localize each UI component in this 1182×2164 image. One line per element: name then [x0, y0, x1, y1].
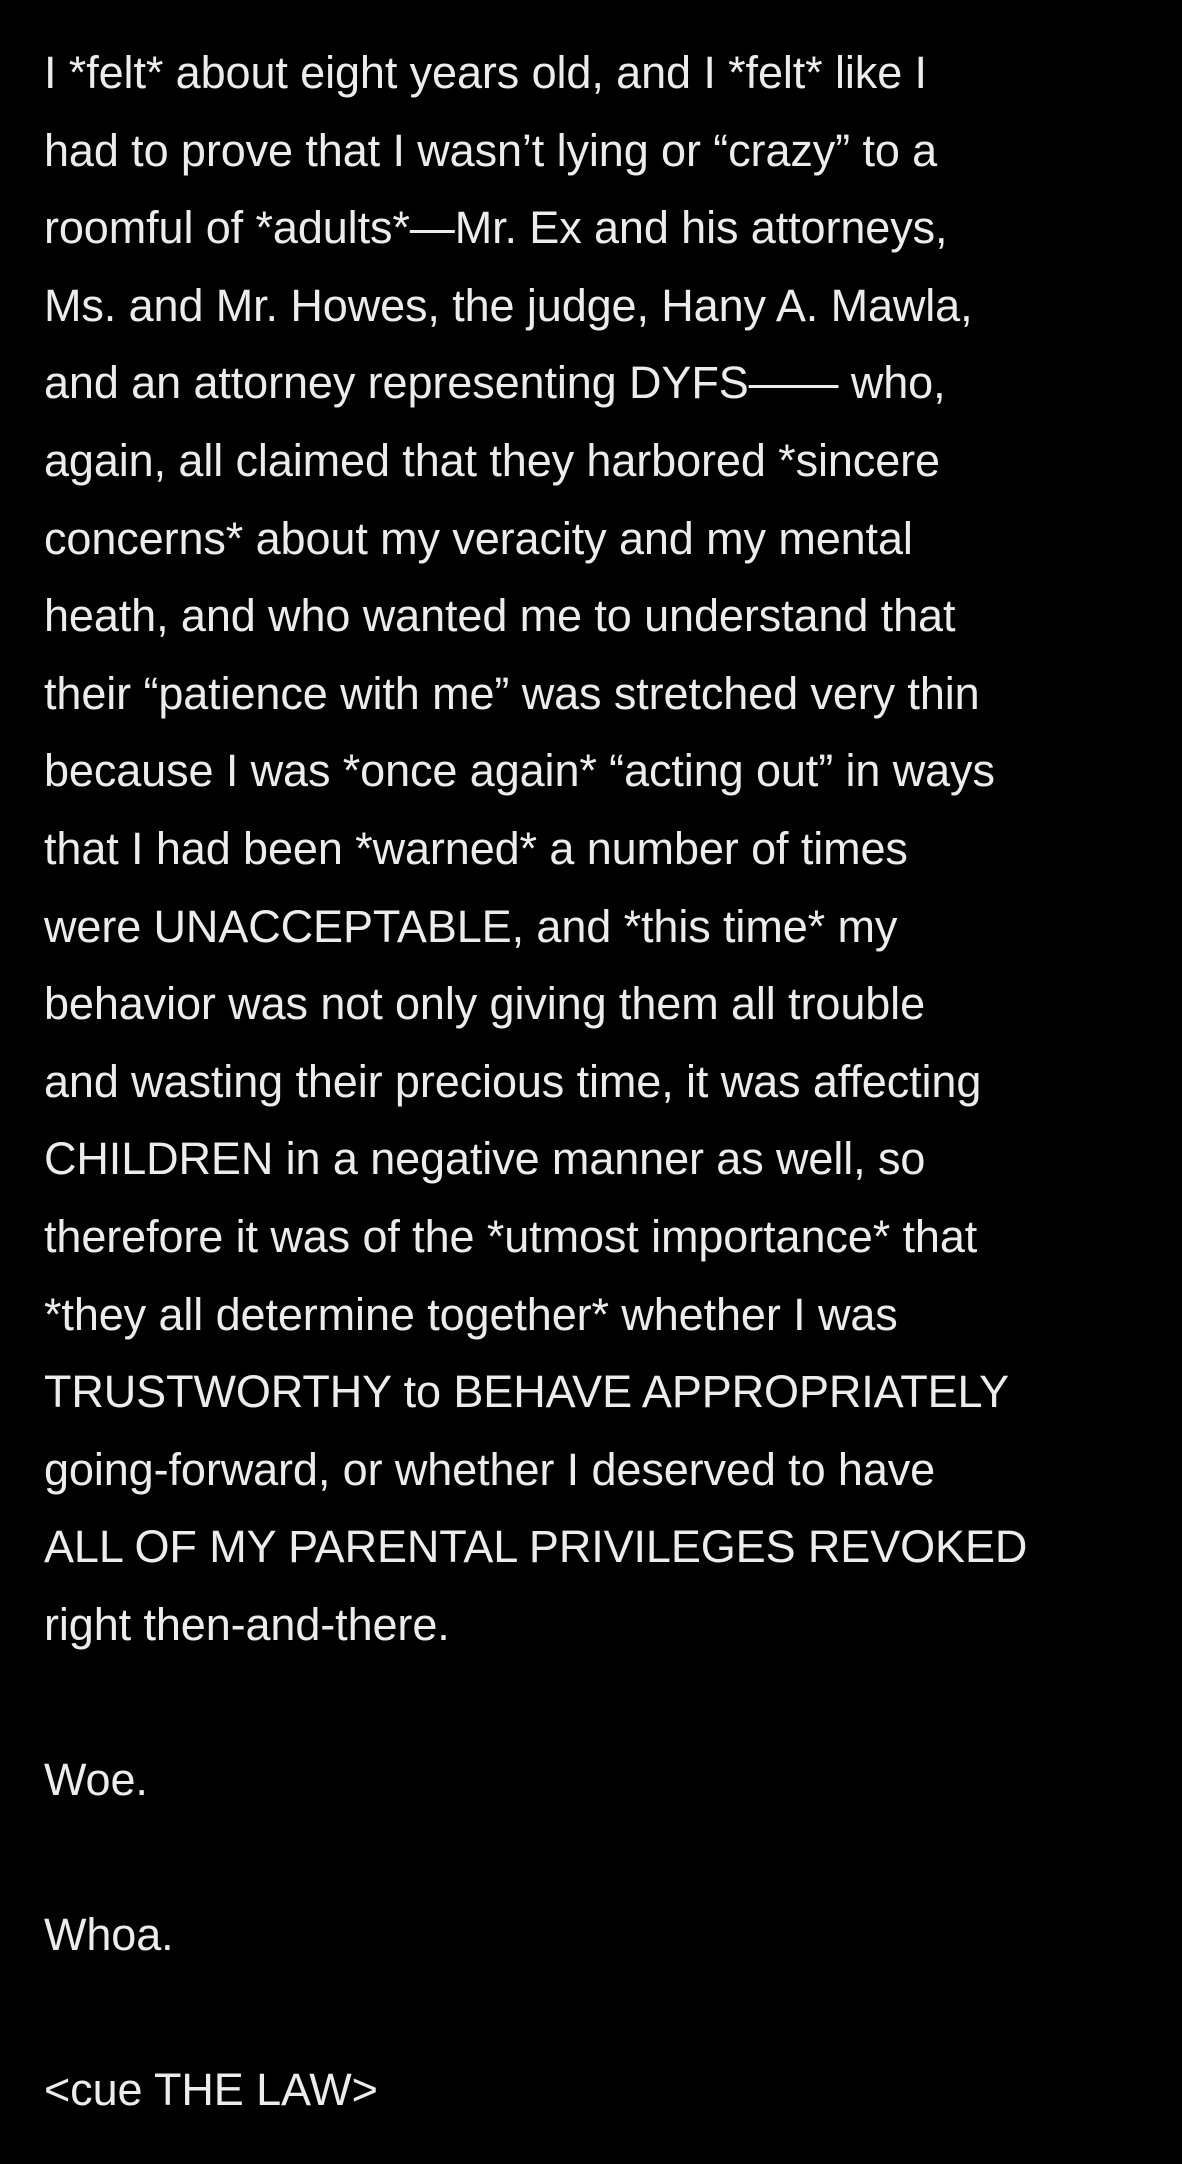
paragraph-line: concerns* about my veracity and my mental [44, 512, 913, 564]
paragraph-line: because I was *once again* “acting out” in ways [44, 745, 995, 797]
paragraph-line: right then-and-there. [44, 1598, 450, 1650]
paragraph-line: roomful of *adults*—Mr. Ex and his attorneys, [44, 202, 948, 254]
whoa-line: Whoa. [44, 1909, 174, 1961]
paragraph-line: I *felt* about eight years old, and I *felt* like I [44, 47, 927, 98]
blank-line [44, 1974, 1164, 2052]
blank-line [44, 1819, 1164, 1897]
paragraph-line: were UNACCEPTABLE, and *this time* my [44, 900, 898, 952]
paragraph-line: had to prove that I wasn’t lying or “crazy” to a [44, 124, 938, 176]
paragraph-line: therefore it was of the *utmost importance* that [44, 1210, 978, 1262]
paragraph-line: *they all determine together* whether I was [44, 1288, 898, 1340]
cue-the-law-line: <cue THE LAW> [44, 2064, 378, 2116]
paragraph-line: TRUSTWORTHY to BEHAVE APPROPRIATELY [44, 1366, 1010, 1418]
paragraph-line: that I had been *warned* a number of times [44, 822, 908, 874]
paragraph-line: ALL OF MY PARENTAL PRIVILEGES REVOKED [44, 1521, 1028, 1573]
paragraph-line: their “patience with me” was stretched very thin [44, 667, 980, 719]
paragraph-line: heath, and who wanted me to understand that [44, 590, 956, 642]
paragraph-line: and wasting their precious time, it was affecting [44, 1055, 982, 1107]
note-body-text[interactable] [44, 34, 1164, 2129]
main-paragraph [44, 34, 1164, 1663]
paragraph-line: Ms. and Mr. Howes, the judge, Hany A. Mawla, [44, 279, 973, 331]
paragraph-line: and an attorney representing DYFS—— who, [44, 357, 946, 409]
paragraph-line: going-forward, or whether I deserved to have [44, 1443, 936, 1495]
paragraph-line: behavior was not only giving them all trouble [44, 978, 925, 1030]
blank-line [44, 1663, 1164, 1741]
paragraph-line: CHILDREN in a negative manner as well, so [44, 1133, 926, 1185]
woe-line: Woe. [44, 1754, 148, 1806]
paragraph-line: again, all claimed that they harbored *sincere [44, 434, 940, 486]
